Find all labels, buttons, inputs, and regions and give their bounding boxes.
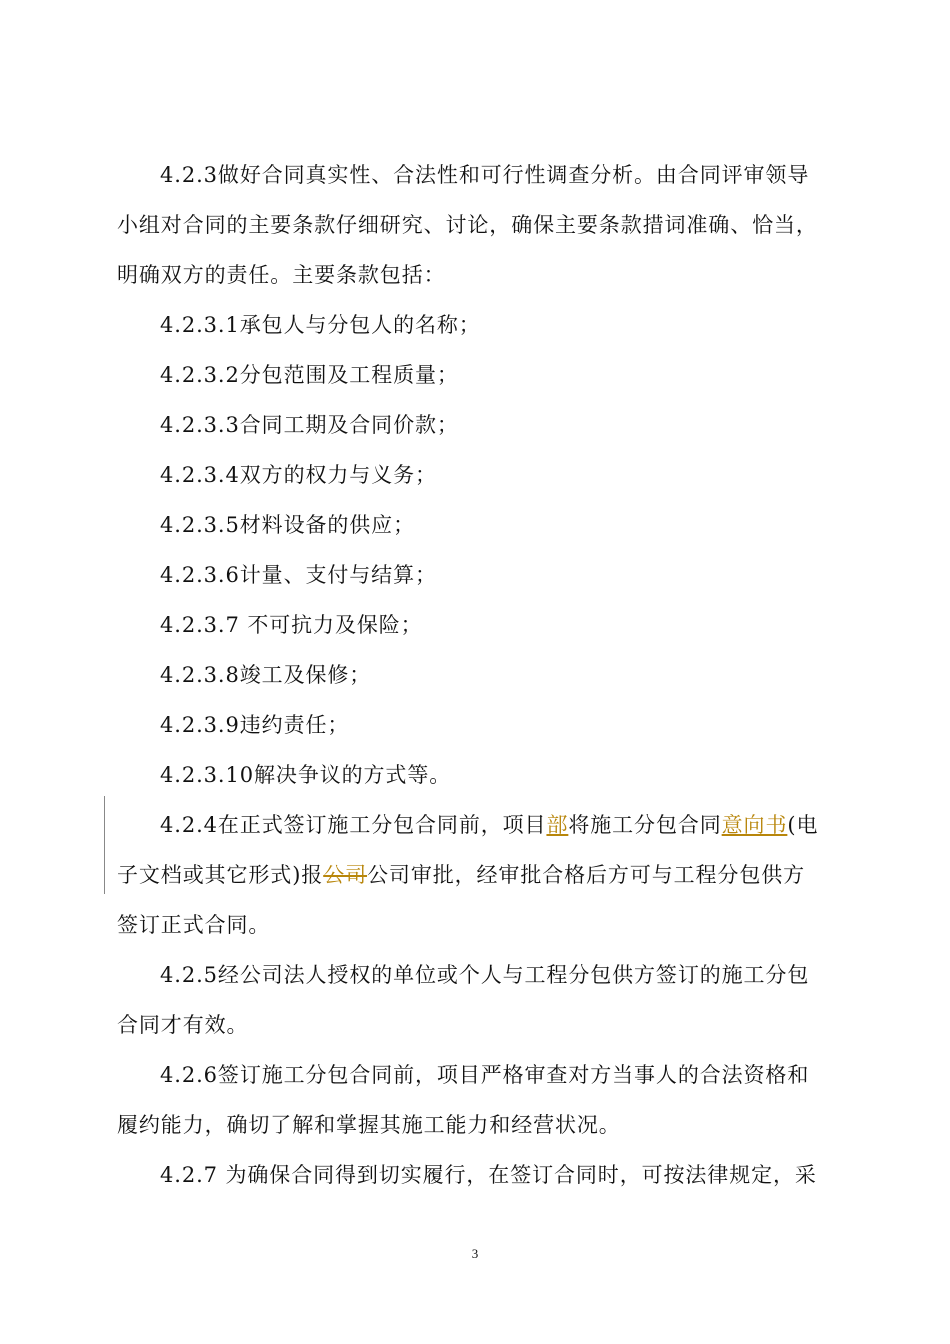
- paragraph-4-2-5-line-1: 4.2.5经公司法人授权的单位或个人与工程分包供方签订的施工分包: [160, 963, 810, 987]
- deleted-text[interactable]: 公司: [323, 863, 368, 887]
- paragraph-4-2-4-line-2: [117, 860, 837, 890]
- list-item: 4.2.3.3合同工期及合同价款；: [160, 413, 459, 437]
- paragraph-4-2-3-line-2: 小组对合同的主要条款仔细研究、讨论，确保主要条款措词准确、恰当，: [117, 213, 818, 237]
- revision-change-bar: [104, 796, 105, 894]
- list-item: 4.2.3.2分包范围及工程质量；: [160, 363, 459, 387]
- paragraph-4-2-3-line-3: 明确双方的责任。主要条款包括：: [117, 263, 446, 287]
- list-item: 4.2.3.4双方的权力与义务；: [160, 463, 437, 487]
- text-run: (电: [787, 813, 819, 837]
- paragraph-4-2-3-line-1: 4.2.3做好合同真实性、合法性和可行性调查分析。由合同评审领导: [160, 163, 810, 187]
- paragraph-4-2-6-line-1: 4.2.6签订施工分包合同前，项目严格审查对方当事人的合法资格和: [160, 1063, 810, 1087]
- list-item: 4.2.3.5材料设备的供应；: [160, 513, 415, 537]
- list-item: 4.2.3.6计量、支付与结算；: [160, 563, 437, 587]
- inserted-text[interactable]: 意向书: [721, 813, 788, 837]
- text-run: 子文档或其它形式)报: [117, 863, 324, 887]
- paragraph-4-2-4-line-3: 签订正式合同。: [117, 913, 271, 937]
- list-item: 4.2.3.8竣工及保修；: [160, 663, 372, 687]
- paragraph-4-2-6-line-2: 履约能力，确切了解和掌握其施工能力和经营状况。: [117, 1113, 621, 1137]
- text-run: 4.2.4在正式签订施工分包合同前，项目: [160, 813, 547, 837]
- list-item: 4.2.3.10解决争议的方式等。: [160, 763, 452, 787]
- text-run: 公司审批，经审批合格后方可与工程分包供方: [367, 863, 806, 887]
- paragraph-4-2-7-line-1: 4.2.7 为确保合同得到切实履行，在签订合同时，可按法律规定，采: [160, 1163, 817, 1187]
- list-item: 4.2.3.9违约责任；: [160, 713, 350, 737]
- page-number: 3: [471, 1246, 479, 1261]
- list-item: 4.2.3.1承包人与分包人的名称；: [160, 313, 481, 337]
- paragraph-4-2-4-line-1: [160, 810, 840, 840]
- inserted-text[interactable]: 部: [546, 813, 569, 837]
- list-item: 4.2.3.7 不可抗力及保险；: [160, 613, 423, 637]
- paragraph-4-2-5-line-2: 合同才有效。: [117, 1013, 249, 1037]
- text-run: 将施工分包合同: [568, 813, 722, 837]
